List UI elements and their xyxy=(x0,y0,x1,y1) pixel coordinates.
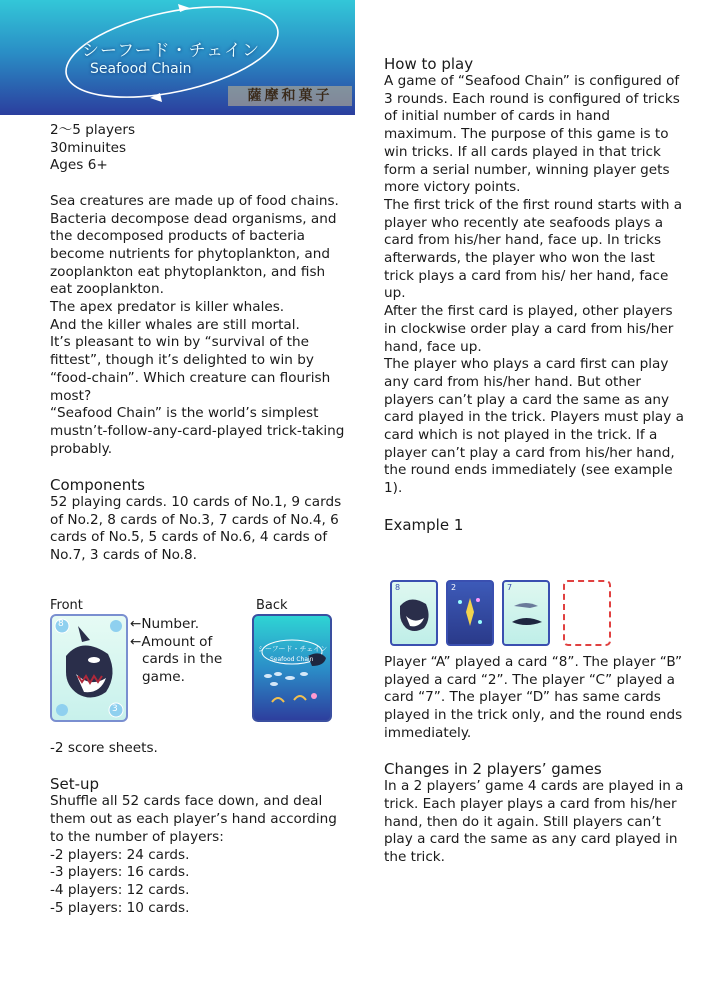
title-english: Seafood Chain xyxy=(90,61,192,77)
ages: Ages 6+ xyxy=(50,157,108,174)
back-card-illustration xyxy=(254,616,330,720)
setup-list-item: -3 players: 16 cards. xyxy=(50,864,190,881)
play-duration: 30minuites xyxy=(50,139,127,156)
empty-card-slot xyxy=(563,580,611,646)
card-legend xyxy=(130,616,245,687)
example-card xyxy=(390,580,438,646)
right-column-lower xyxy=(384,654,684,867)
intro-paragraph: It’s pleasant to win by “survival of the fittest”, though it’s delighted to win by “food-chain”. Which creature can flourish most? xyxy=(50,334,331,404)
intro-paragraph: Sea creatures are made up of food chains. xyxy=(50,192,339,209)
example-card xyxy=(446,580,494,646)
setup-list-item: -2 players: 24 cards. xyxy=(50,846,190,863)
publisher-name: 薩摩和菓子 xyxy=(247,88,333,104)
howto-paragraph: After the first card is played, other players in clockwise order play a card from his/her hand, face up. xyxy=(384,303,674,355)
title-japanese: シーフード・チェイン xyxy=(82,41,261,61)
example-card xyxy=(502,580,550,646)
amount-annotation-line: game. xyxy=(142,669,185,686)
intro-paragraph: The apex predator is killer whales. xyxy=(50,299,285,316)
amount-annotation: ←Amount of xyxy=(130,633,213,650)
setup-heading: Set-up xyxy=(50,775,100,794)
back-card-title-en: Seafood Chain xyxy=(270,656,314,663)
left-column xyxy=(50,122,346,565)
front-card-image xyxy=(50,614,128,722)
card-number: 8 xyxy=(58,619,64,629)
setup-list-item: -4 players: 12 cards. xyxy=(50,881,190,898)
intro-paragraph: “Seafood Chain” is the world’s simplest mustn’t-follow-any-card-played trick-taking probably. xyxy=(50,405,345,457)
howto-paragraph: A game of “Seafood Chain” is configured of 3 rounds. Each round is configured of tricks of initial number of cards in hand maximum. The purpose of this game is to win tricks. If all cards played in that trick form a serial number, winning player gets more victory points. xyxy=(384,73,680,196)
players-count: 2～5 players xyxy=(50,122,136,138)
back-card-image xyxy=(252,614,332,722)
components-heading: Components xyxy=(50,476,145,495)
howto-paragraph: The first trick of the first round starts with a player who recently ate seafoods plays a card from his/her hand, face up. In tricks afterwards, the player who won the last trick plays a card from his/ her hand, face up. xyxy=(384,196,683,302)
intro-paragraph: And the killer whales are still mortal. xyxy=(50,316,300,333)
left-column-lower xyxy=(50,740,346,917)
back-card-title-jp: シーフード・チェイン xyxy=(258,645,328,653)
example-card-number: 8 xyxy=(395,583,401,592)
example-card-number: 2 xyxy=(451,583,457,592)
intro-paragraph: Bacteria decompose dead organisms, and the decomposed products of bacteria become nutrients for phytoplankton, and zooplankton eat phytoplankton, and fish eat zooplankton. xyxy=(50,210,337,298)
title-banner xyxy=(0,0,355,115)
example-card-number: 7 xyxy=(507,583,513,592)
components-text: 52 playing cards. 10 cards of No.1, 9 cards of No.2, 8 cards of No.3, 7 cards of No.4, 6 cards of No.5, 5 cards of No.6, 4 cards of No.7, 3 cards of No.8. xyxy=(50,494,342,564)
number-annotation: ←Number. xyxy=(130,616,200,632)
score-sheets: -2 score sheets. xyxy=(50,740,158,756)
card-pips: 3 xyxy=(112,704,118,714)
right-column xyxy=(384,55,684,534)
two-players-heading: Changes in 2 players’ games xyxy=(384,760,602,779)
howto-paragraph: The player who plays a card first can play any card from his/her hand. But other players can’t play a card the same as any card played in the trick. Players must play a card which is not played in the trick. If a player can’t play a card from his/her hand, the round ends immediately (see example 1). xyxy=(384,356,684,497)
howto-heading: How to play xyxy=(384,55,474,73)
back-label: Back xyxy=(256,598,288,613)
example-text: Player “A” played a card “8”. The player “B” played a card “2”. The player “C” played a card “7”. The player “D” has same cards played in the trick only, and the round ends immediately. xyxy=(384,654,683,741)
setup-text: Shuffle all 52 cards face down, and deal them out as each player’s hand according to the number of players: xyxy=(50,793,337,845)
example-heading: Example 1 xyxy=(384,515,464,534)
two-players-text: In a 2 players’ game 4 cards are played in a trick. Each player plays a card from his/her hand, then do it again. Still players can’t play a card the same as any card played in the trick. xyxy=(384,778,684,866)
setup-list-item: -5 players: 10 cards. xyxy=(50,899,190,916)
front-label: Front xyxy=(50,598,83,613)
amount-annotation-line: cards in the xyxy=(142,651,223,668)
